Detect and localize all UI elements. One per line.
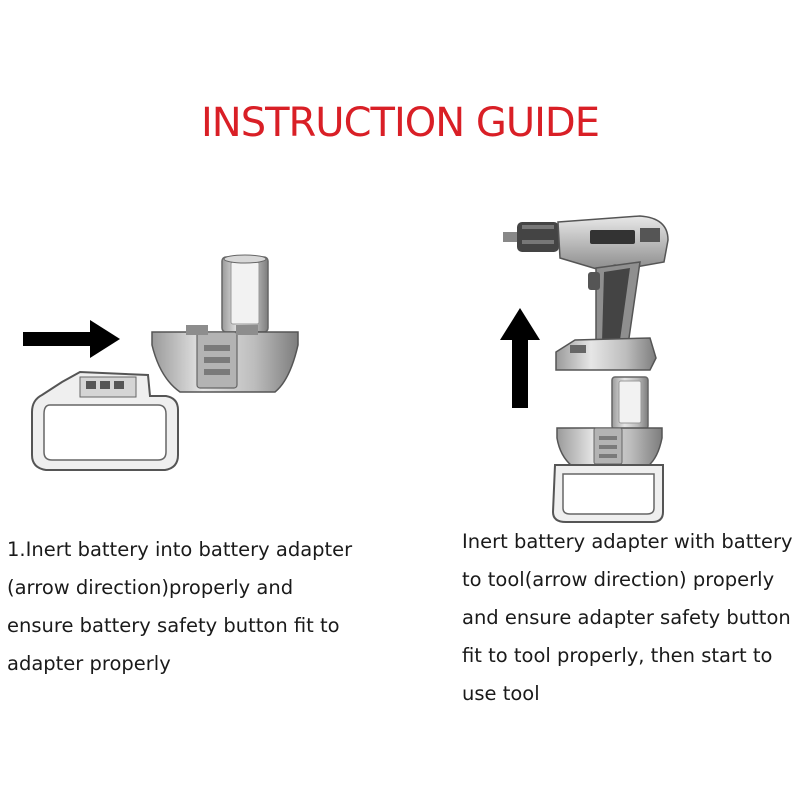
adapter-icon [152,255,298,392]
step-2-text [462,523,793,713]
step-1-line: ensure battery safety button fit to [7,614,340,637]
arrow-right-icon [23,320,120,358]
step-1-line: adapter properly [7,652,171,675]
arrow-up-icon [500,308,540,408]
battery-icon [32,372,178,470]
page-title: INSTRUCTION GUIDE [200,100,600,146]
step-1-text [7,531,352,683]
step-2-line: fit to tool properly, then start to [462,644,773,667]
step-2-line: to tool(arrow direction) properly [462,568,775,591]
adapter-icon [557,377,662,466]
step-2-line: use tool [462,682,540,705]
step-1-line: (arrow direction)properly and [7,576,294,599]
step-1-line: 1.Inert battery into battery adapter [7,538,353,561]
step-2-line: Inert battery adapter with battery [462,530,793,553]
battery-icon [553,465,663,522]
step-2-line: and ensure adapter safety button [462,606,791,629]
